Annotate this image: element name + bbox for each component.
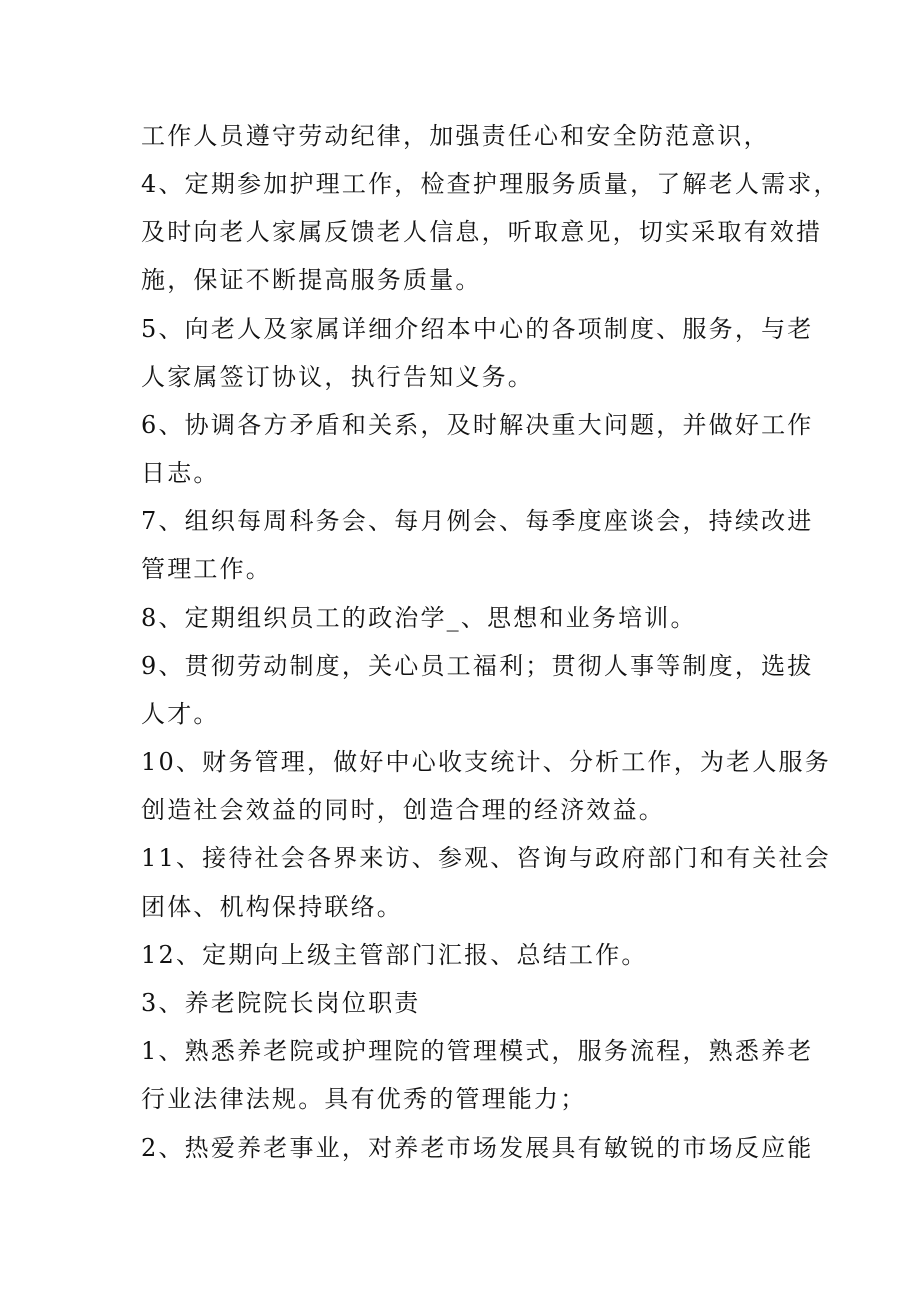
text-line: 及时向老人家属反馈老人信息，听取意见，切实采取有效措 xyxy=(141,218,823,246)
text-line: 4、定期参加护理工作，检查护理服务质量，了解老人需求， xyxy=(141,170,840,198)
text-line: 8、定期组织员工的政治学_、思想和业务培训。 xyxy=(141,604,697,632)
text-line: 6、协调各方矛盾和关系，及时解决重大问题，并做好工作 xyxy=(141,411,814,439)
text-line: 人家属签订协议，执行告知义务。 xyxy=(141,363,534,391)
text-line: 10、财务管理，做好中心收支统计、分析工作，为老人服务 xyxy=(141,748,831,776)
text-line: 7、组织每周科务会、每月例会、每季度座谈会，持续改进 xyxy=(141,507,814,535)
text-line: 5、向老人及家属详细介绍本中心的各项制度、服务，与老 xyxy=(141,315,814,343)
text-line: 1、熟悉养老院或护理院的管理模式，服务流程，熟悉养老 xyxy=(141,1037,814,1065)
text-line: 2、热爱养老事业，对养老市场发展具有敏锐的市场反应能 xyxy=(141,1134,814,1162)
text-line: 9、贯彻劳动制度，关心员工福利；贯彻人事等制度，选拔 xyxy=(141,652,814,680)
text-line: 工作人员遵守劳动纪律，加强责任心和安全防范意识， xyxy=(141,122,770,150)
text-line: 施，保证不断提高服务质量。 xyxy=(141,266,482,294)
text-line: 创造社会效益的同时，创造合理的经济效益。 xyxy=(141,796,665,824)
text-line: 人才。 xyxy=(141,700,220,728)
section-heading: 3、养老院院长岗位职责 xyxy=(141,989,421,1017)
text-line: 日志。 xyxy=(141,459,220,487)
text-line: 12、定期向上级主管部门汇报、总结工作。 xyxy=(141,941,648,969)
text-line: 11、接待社会各界来访、参观、咨询与政府部门和有关社会 xyxy=(141,844,831,872)
text-line: 团体、机构保持联络。 xyxy=(141,893,403,921)
text-line: 管理工作。 xyxy=(141,555,272,583)
text-line: 行业法律法规。具有优秀的管理能力； xyxy=(141,1085,587,1113)
